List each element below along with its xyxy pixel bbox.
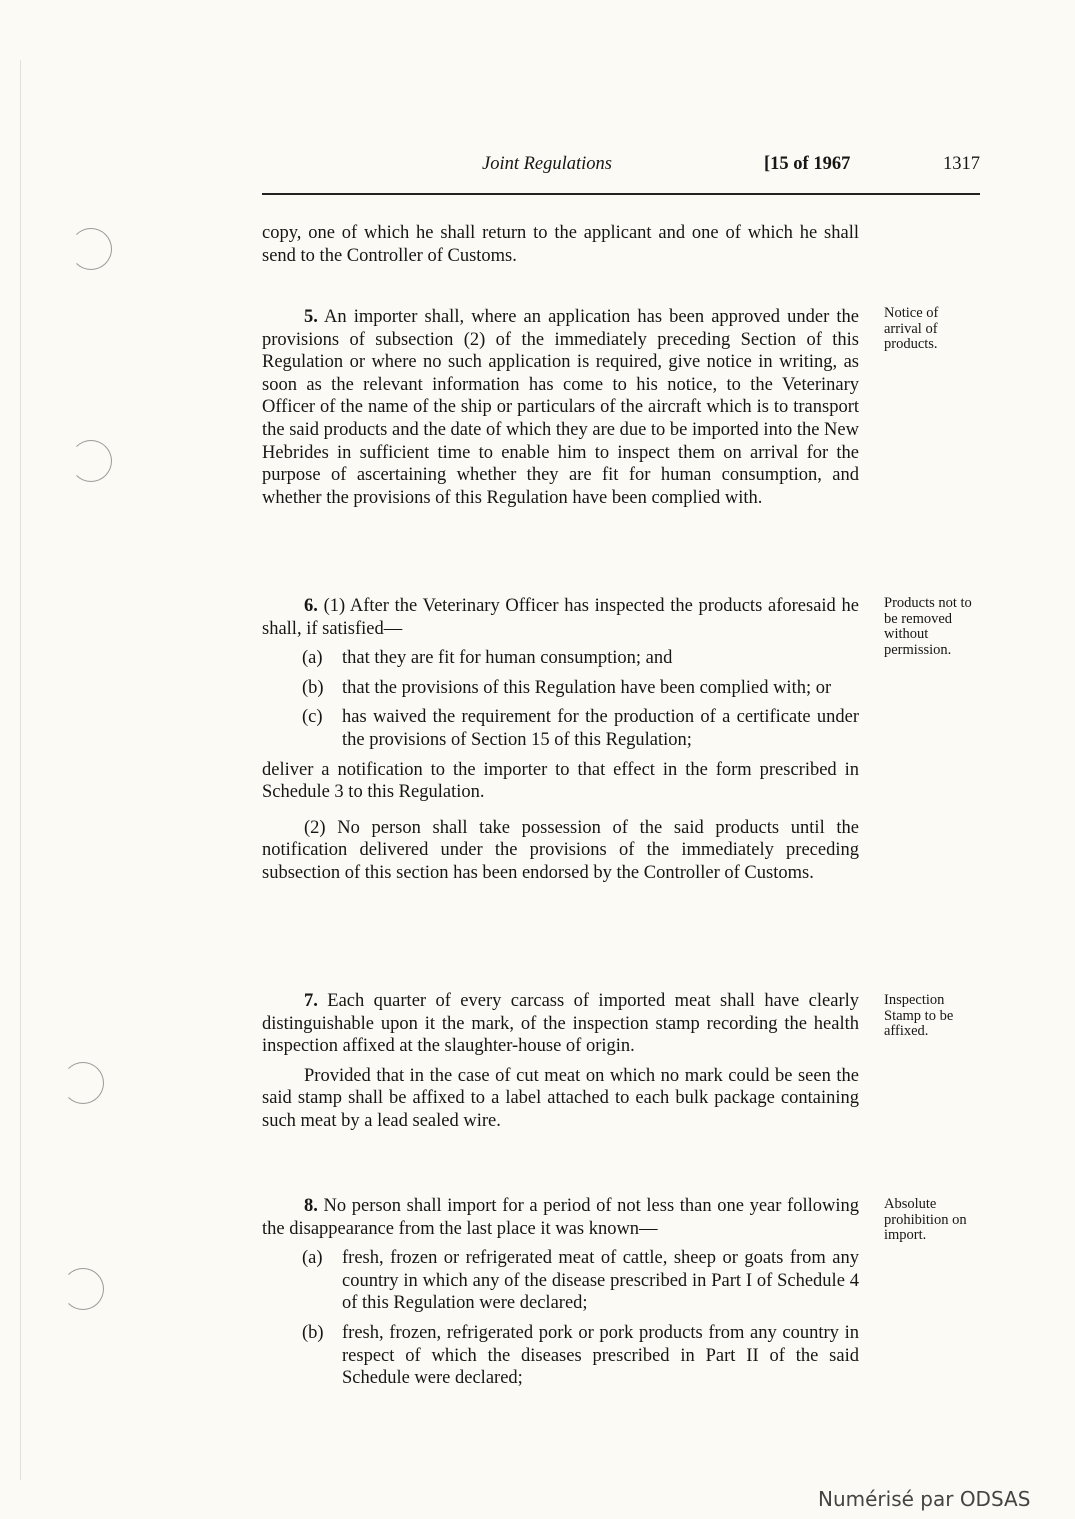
section-6-subsection-2: (2) No person shall take possession of the said products until the notification delivered under the provisions of the immediately preceding subsection of this section has been endorsed by the Controller of Customs. bbox=[262, 817, 859, 883]
punch-hole-3 bbox=[62, 1062, 104, 1104]
section-5-paragraph bbox=[262, 306, 859, 509]
continuation-paragraph: copy, one of which he shall return to the applicant and one of which he shall send to the Controller of Customs. bbox=[262, 223, 859, 266]
margin-note-8: Absolute prohibition on import. bbox=[884, 1196, 967, 1244]
punch-hole-2 bbox=[70, 440, 112, 482]
section-6-closing: deliver a notification to the importer to that effect in the form prescribed in Schedule 3 to this Regulation. bbox=[262, 759, 859, 803]
item-text: has waived the requirement for the production of a certificate under the provisions of Section 15 of this Regulation; bbox=[342, 707, 859, 750]
item-text: that they are fit for human consumption; and bbox=[342, 648, 673, 669]
section-8-item-b bbox=[262, 1322, 859, 1390]
section-7-text: Each quarter of every carcass of imported meat shall have clearly distinguishable upon it the mark, of the inspection stamp recording the health inspection affixed at the slaughter-house of origin. bbox=[262, 991, 859, 1057]
punch-hole-4 bbox=[62, 1268, 104, 1310]
section-7-number: 7. bbox=[304, 991, 318, 1011]
section-8-item-a bbox=[262, 1247, 859, 1315]
item-label: (b) bbox=[302, 1322, 324, 1343]
digitization-stamp: Numérisé par ODSAS bbox=[818, 1487, 1031, 1511]
item-text: fresh, frozen or refrigerated meat of cattle, sheep or goats from any country in which any of the disease prescribed in Part I of Schedule 4 of this Regulation were declared; bbox=[342, 1248, 859, 1314]
section-6-item-a bbox=[262, 647, 859, 670]
section-7-proviso: Provided that in the case of cut meat on which no mark could be seen the said stamp shall be affixed to a label attached to each bulk package containing such meat by a lead sealed wire. bbox=[262, 1065, 859, 1131]
section-7 bbox=[262, 990, 859, 1133]
item-label: (c) bbox=[302, 707, 323, 728]
section-8-paragraph bbox=[262, 1195, 859, 1240]
section-6-paragraph bbox=[262, 595, 859, 640]
section-5-text: An importer shall, where an application has been approved under the provisions of subsection (2) of the immediately preceding Section of this Regulation or where no such application is required, give notice in writing, as soon as the relevant information has come to his notice, to the Veterinary Officer of the name of the ship or particulars of the aircraft which is to transport the said products and the date of which they are due to be imported into the New Hebrides in sufficient time to enable him to inspect them on arrival for the purpose of ascertaining whether they are fit for human consumption, and whether the provisions of this Regulation have been complied with. bbox=[262, 307, 859, 508]
section-5-number: 5. bbox=[304, 307, 318, 327]
punch-hole-1 bbox=[70, 228, 112, 270]
item-text: that the provisions of this Regulation have been complied with; or bbox=[342, 677, 832, 698]
section-6 bbox=[262, 595, 859, 885]
section-5 bbox=[262, 306, 859, 509]
header-rule bbox=[262, 193, 980, 195]
running-header bbox=[262, 150, 980, 180]
header-act-reference: [15 of 1967 bbox=[764, 154, 851, 174]
section-6-text: (1) After the Veterinary Officer has inspected the products aforesaid he shall, if satisfied— bbox=[262, 596, 859, 639]
margin-note-5: Notice of arrival of products. bbox=[884, 305, 939, 353]
section-6-item-c bbox=[262, 706, 859, 751]
section-8-text: No person shall import for a period of not less than one year following the disappearance from the last place it was known— bbox=[262, 1196, 859, 1239]
section-7-paragraph bbox=[262, 990, 859, 1058]
margin-note-7: Inspection Stamp to be affixed. bbox=[884, 992, 954, 1040]
continuation-text bbox=[262, 222, 859, 267]
item-label: (a) bbox=[302, 648, 323, 669]
item-label: (b) bbox=[302, 677, 324, 698]
section-8 bbox=[262, 1195, 859, 1390]
item-label: (a) bbox=[302, 1248, 323, 1269]
header-title: Joint Regulations bbox=[482, 154, 612, 174]
margin-note-6: Products not to be removed without permission. bbox=[884, 595, 972, 658]
section-8-number: 8. bbox=[304, 1196, 318, 1216]
page-edge bbox=[20, 60, 21, 1480]
section-6-item-b bbox=[262, 677, 859, 700]
item-text: fresh, frozen, refrigerated pork or pork products from any country in respect of which the diseases prescribed in Part II of the said Schedule were declared; bbox=[342, 1322, 859, 1389]
page-number: 1317 bbox=[943, 154, 980, 174]
section-6-number: 6. bbox=[304, 596, 318, 616]
